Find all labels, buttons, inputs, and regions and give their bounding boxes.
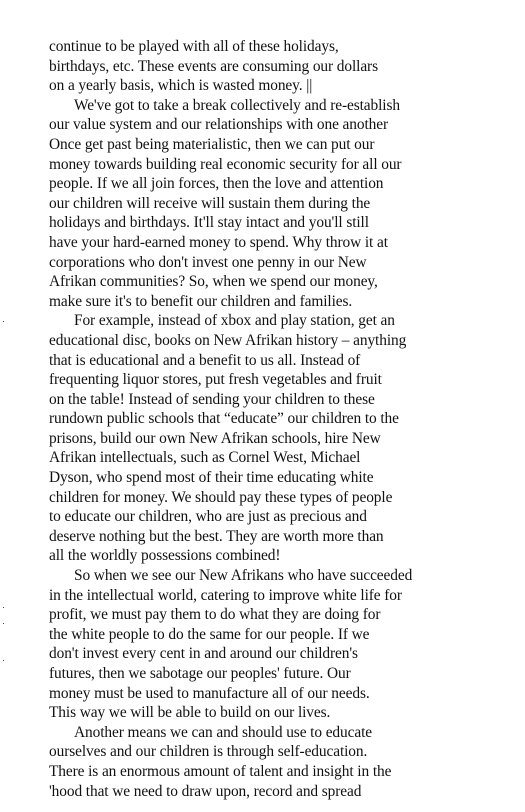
text-line: Once get past being materialistic, then we can put our [49, 135, 375, 153]
text-line: that is educational and a benefit to us all. Instead of [49, 351, 361, 369]
text-line: For example, instead of xbox and play station, get an [74, 312, 395, 330]
paragraph-3 [49, 311, 505, 566]
text-line: futures, then we sabotage our peoples' future. Our [49, 665, 351, 682]
text-line: to educate our children, who are just as precious and [49, 508, 367, 526]
text-line: children for money. We should pay these types of people [49, 488, 393, 506]
margin-scan-mark: · [2, 655, 5, 665]
text-line: So when we see our New Afrikans who have succeeded [74, 567, 413, 585]
paragraph-1 [49, 37, 505, 96]
text-line: our children will receive will sustain them during the [49, 194, 371, 212]
text-line: This way we will be able to build on our lives. [49, 704, 331, 722]
text-line: make sure it's to benefit our children and families. [49, 292, 353, 310]
text-line: profit, we must pay them to do what they are doing for [49, 606, 381, 624]
text-line: corporations who don't invest one penny in our New [49, 253, 367, 271]
text-line: prisons, build our own New Afrikan schools, hire New [49, 429, 381, 447]
text-line: don't invest every cent in and around our children's [49, 645, 358, 663]
text-line: frequenting liquor stores, put fresh vegetables and fruit [49, 371, 382, 389]
text-line: deserve nothing but the best. They are worth more than [49, 527, 384, 545]
paragraph-2 [49, 96, 505, 312]
text-line: We've got to take a break collectively and re-establish [74, 96, 400, 114]
text-line: Afrikan intellectuals, such as Cornel West, Michael [49, 449, 361, 467]
text-line: all the worldly possessions combined! [49, 547, 281, 565]
text-line: continue to be played with all of these holidays, [49, 38, 339, 55]
text-line: money towards building real economic security for all our [49, 155, 402, 173]
text-line: the white people to do the same for our people. If we [49, 625, 370, 643]
body-text [49, 37, 505, 801]
text-line: Another means we can and should use to educate [74, 723, 372, 741]
margin-scan-mark: · [2, 316, 5, 326]
text-line: birthdays, etc. These events are consuming our dollars [49, 57, 378, 75]
text-line: holidays and birthdays. It'll stay intact and you'll still [49, 214, 369, 232]
text-line: educational disc, books on New Afrikan history – anything [49, 331, 407, 349]
paragraph-5 [49, 723, 505, 801]
paragraph-4 [49, 566, 505, 723]
text-line: There is an enormous amount of talent and insight in the [49, 762, 392, 780]
text-line: have your hard-earned money to spend. Why throw it at [49, 233, 388, 251]
text-line: Dyson, who spend most of their time educating white [49, 469, 374, 487]
text-line: in the intellectual world, catering to improve white life for [49, 586, 402, 604]
margin-scan-mark: · [2, 602, 5, 612]
text-line: people. If we all join forces, then the love and attention [49, 175, 384, 193]
text-line: Afrikan communities? So, when we spend our money, [49, 273, 378, 291]
text-line: our value system and our relationships with one another [49, 116, 389, 134]
text-line: rundown public schools that “educate” our children to the [49, 410, 399, 428]
text-line: on a yearly basis, which is wasted money. || [49, 77, 313, 95]
text-line: money must be used to manufacture all of our needs. [49, 684, 370, 702]
text-line: 'hood that we need to draw upon, record and spread [49, 782, 362, 800]
text-line: ourselves and our children is through self-education. [49, 743, 368, 761]
text-line: on the table! Instead of sending your children to these [49, 390, 375, 408]
margin-scan-mark: · [2, 618, 5, 628]
